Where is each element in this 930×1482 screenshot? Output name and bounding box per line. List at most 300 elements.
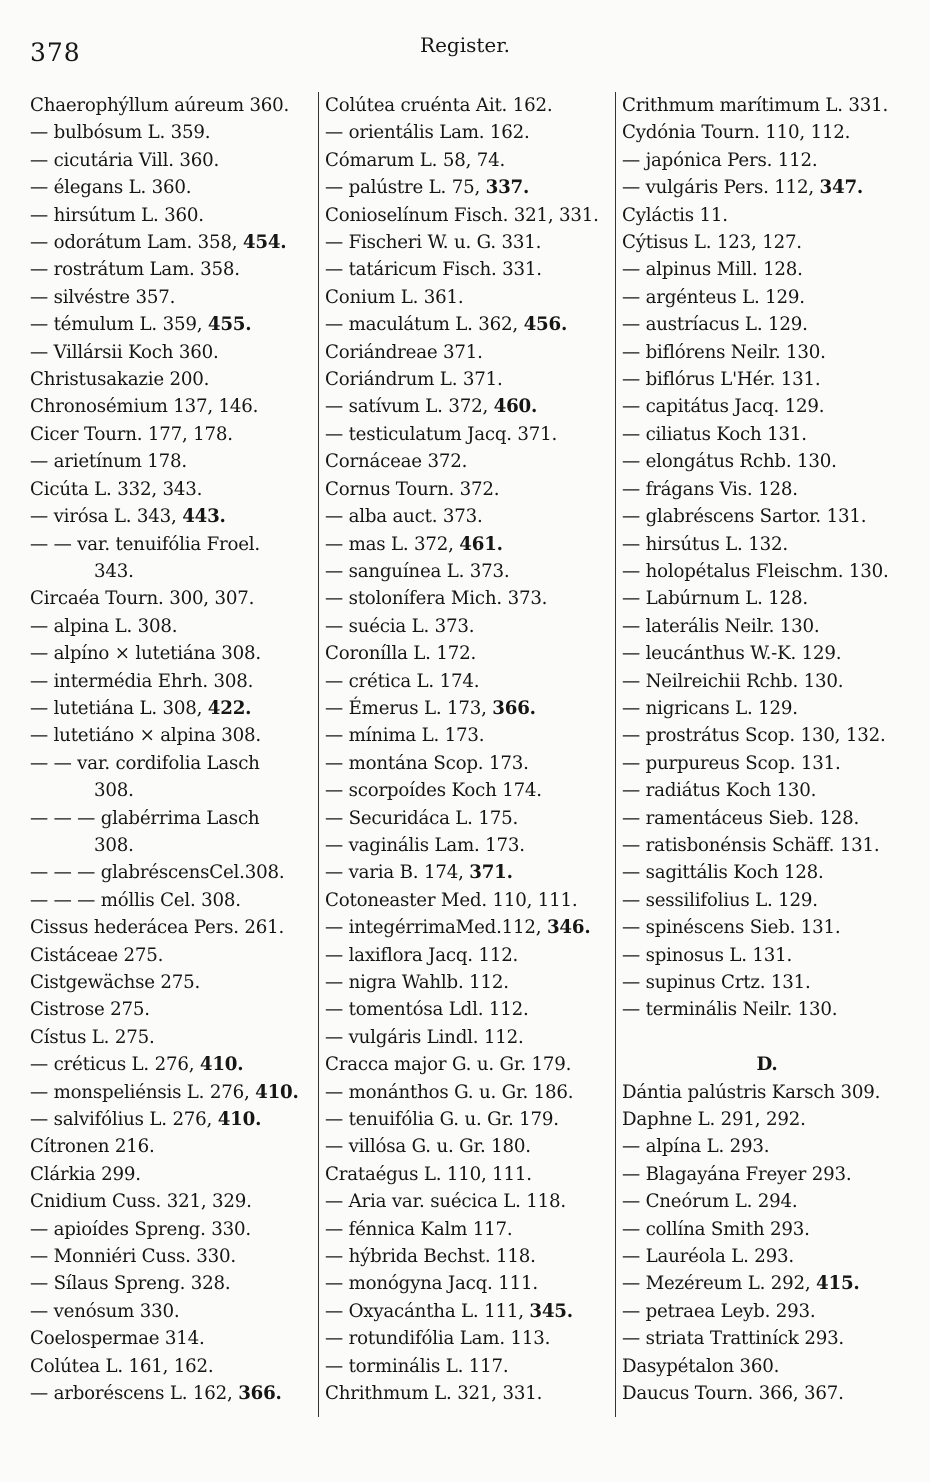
index-entry (622, 1079, 912, 1106)
entry-text: — sagittális Koch 128. (622, 862, 824, 884)
index-entry (30, 421, 315, 448)
entry-text: — striata Trattiníck 293. (622, 1328, 845, 1350)
entry-text: Cydónia Tourn. 110, 112. (622, 122, 851, 144)
index-entry (30, 174, 315, 201)
index-entry (325, 640, 615, 667)
entry-bold-page: 371. (469, 862, 513, 884)
entry-text: — mas L. 372, (325, 533, 460, 555)
entry-bold-page: 347. (819, 177, 864, 199)
index-entry (622, 969, 912, 996)
index-entry (622, 339, 912, 366)
entry-text: — fénnica Kalm 117. (325, 1218, 513, 1240)
entry-text: — frágans Vis. 128. (622, 478, 798, 500)
entry-text: — leucánthus W.-K. 129. (622, 643, 842, 665)
entry-text: — — — móllis Cel. 308. (30, 889, 241, 911)
index-entry (622, 887, 912, 914)
entry-text: — holopétalus Fleischm. 130. (622, 560, 889, 582)
entry-text: 308. (94, 834, 134, 856)
entry-text: — Villársii Koch 360. (30, 341, 219, 363)
index-entry (30, 1243, 315, 1270)
entry-text: Cistgewächse 275. (30, 972, 201, 993)
entry-text: — témulum L. 359, (30, 314, 208, 336)
index-entry (325, 996, 615, 1023)
entry-text: — glabréscens Sartor. 131. (622, 506, 867, 528)
entry-text: 308. (94, 780, 134, 802)
entry-text: — torminális L. 117. (325, 1355, 509, 1377)
index-entry (325, 1353, 615, 1380)
column-rule (318, 92, 319, 1417)
entry-text: Daucus Tourn. 366, 367. (622, 1383, 844, 1405)
index-entry (622, 421, 912, 448)
index-entry (622, 1380, 912, 1407)
index-entry (30, 668, 315, 695)
index-entry (30, 969, 315, 996)
entry-text: — cicutária Vill. 360. (30, 149, 220, 171)
index-entry (622, 558, 912, 585)
entry-text: Christusakazie 200. (30, 369, 210, 391)
index-entry-continuation (30, 558, 315, 585)
entry-text: — alpinus Mill. 128. (622, 259, 803, 281)
index-entry (30, 119, 315, 146)
index-entry (325, 777, 615, 804)
entry-text: Chronosémium 137, 146. (30, 396, 259, 418)
entry-text: — Fischeri W. u. G. 331. (325, 232, 542, 254)
index-entry (325, 859, 615, 886)
index-entry (622, 1243, 912, 1270)
entry-text: — alpina L. 308. (30, 615, 178, 637)
index-entry (30, 92, 315, 119)
index-entry (622, 284, 912, 311)
entry-text: Colútea cruénta Ait. 162. (325, 95, 553, 116)
index-entry (622, 722, 912, 749)
entry-text: — Sílaus Spreng. 328. (30, 1273, 231, 1295)
index-entry (30, 1079, 315, 1106)
entry-text: Cornáceae 372. (325, 451, 468, 473)
index-entry (325, 969, 615, 996)
index-entry-continuation (30, 832, 315, 859)
entry-text: — capitátus Jacq. 129. (622, 396, 825, 418)
index-entry (622, 311, 912, 338)
index-entry (325, 695, 615, 722)
index-entry-continuation (30, 777, 315, 804)
entry-bold-page: 410. (199, 1054, 244, 1076)
running-head: Register. (420, 33, 510, 57)
index-entry (30, 805, 315, 832)
entry-text: — montána Scop. 173. (325, 752, 529, 774)
entry-text: — tomentósa Ldl. 112. (325, 999, 529, 1021)
index-entry (30, 722, 315, 749)
entry-text: — hirsútus L. 132. (622, 533, 788, 555)
entry-text: — laxiflora Jacq. 112. (325, 944, 519, 966)
index-entry (622, 777, 912, 804)
index-entry (30, 1380, 315, 1407)
column-rule (615, 92, 616, 1417)
index-entry (622, 531, 912, 558)
index-entry (30, 476, 315, 503)
entry-text: — mínima L. 173. (325, 725, 485, 747)
index-entry (325, 119, 615, 146)
entry-text: — prostrátus Scop. 130, 132. (622, 725, 886, 747)
entry-text: — orientális Lam. 162. (325, 122, 530, 144)
index-entry (325, 1133, 615, 1160)
index-entry (622, 1270, 912, 1297)
index-entry (325, 476, 615, 503)
entry-text: — purpureus Scop. 131. (622, 752, 841, 774)
index-entry (622, 640, 912, 667)
entry-text: — radiátus Koch 130. (622, 780, 817, 802)
index-entry (325, 1325, 615, 1352)
index-entry (325, 393, 615, 420)
index-entry (622, 942, 912, 969)
entry-text: — elongátus Rchb. 130. (622, 451, 837, 473)
entry-text: — silvéstre 357. (30, 286, 176, 308)
entry-text: Chrithmum L. 321, 331. (325, 1383, 543, 1405)
entry-bold-page: 454. (242, 232, 287, 254)
entry-text: Colútea L. 161, 162. (30, 1355, 214, 1377)
index-entry (622, 119, 912, 146)
index-entry (622, 750, 912, 777)
index-entry (30, 366, 315, 393)
index-entry (622, 859, 912, 886)
entry-bold-page: 460. (493, 396, 538, 418)
entry-text: Cistrose 275. (30, 999, 150, 1021)
index-entry (622, 914, 912, 941)
index-entry (30, 750, 315, 777)
entry-text: — odorátum Lam. 358, (30, 232, 243, 254)
entry-text: — palústre L. 75, (325, 177, 486, 199)
index-entry (30, 695, 315, 722)
entry-text: Cicúta L. 332, 343. (30, 478, 203, 500)
index-entry (30, 256, 315, 283)
entry-bold-page: 337. (485, 177, 530, 199)
index-entry (622, 585, 912, 612)
index-entry (30, 613, 315, 640)
entry-text: Cyláctis 11. (622, 204, 728, 226)
entry-text: — apioídes Spreng. 330. (30, 1218, 251, 1240)
entry-text: — crética L. 174. (325, 670, 480, 692)
entry-text: — rotundifólia Lam. 113. (325, 1328, 551, 1350)
index-entry (30, 1051, 315, 1078)
index-entry (325, 366, 615, 393)
index-entry (30, 1353, 315, 1380)
index-entry (622, 476, 912, 503)
index-entry (325, 722, 615, 749)
index-entry (622, 229, 912, 256)
index-entry (325, 531, 615, 558)
index-entry (30, 339, 315, 366)
index-entry (325, 284, 615, 311)
index-entry (30, 1024, 315, 1051)
index-entry (30, 229, 315, 256)
entry-text: — — var. cordifolia Lasch (30, 752, 260, 774)
index-entry (325, 1161, 615, 1188)
entry-text: — ramentáceus Sieb. 128. (622, 807, 860, 829)
entry-bold-page: 422. (207, 697, 252, 719)
entry-bold-page: 455. (207, 314, 252, 336)
index-entry (325, 448, 615, 475)
entry-text: Dasypétalon 360. (622, 1355, 780, 1377)
index-entry (622, 1133, 912, 1160)
entry-text: Dántia palústris Karsch 309. (622, 1081, 881, 1103)
entry-text: — élegans L. 360. (30, 177, 192, 199)
index-entry (325, 832, 615, 859)
index-entry (30, 1106, 315, 1133)
index-entry (622, 1106, 912, 1133)
entry-text: — testiculatum Jacq. 371. (325, 423, 558, 445)
entry-text: Crithmum marítimum L. 331. (622, 95, 889, 116)
entry-text: — vulgáris Lindl. 112. (325, 1026, 524, 1048)
entry-text: — supinus Crtz. 131. (622, 972, 811, 993)
entry-text: — arietínum 178. (30, 451, 187, 473)
index-entry (622, 92, 912, 119)
page-number: 378 (30, 38, 81, 67)
entry-text: — lutetiána L. 308, (30, 697, 208, 719)
blank-line (622, 1024, 912, 1051)
entry-text: — ciliatus Koch 131. (622, 423, 807, 445)
index-entry (30, 996, 315, 1023)
entry-bold-page: 366. (492, 697, 536, 719)
entry-text: — Lauréola L. 293. (622, 1246, 794, 1268)
index-entry (622, 1298, 912, 1325)
index-entry (325, 1380, 615, 1407)
index-entry (325, 805, 615, 832)
index-entry (622, 393, 912, 420)
entry-text: — collína Smith 293. (622, 1218, 810, 1240)
entry-text: — lutetiáno × alpina 308. (30, 725, 261, 747)
index-entry (325, 942, 615, 969)
entry-text: — alba auct. 373. (325, 506, 483, 528)
index-entry (325, 311, 615, 338)
entry-text: — hýbrida Bechst. 118. (325, 1246, 536, 1268)
entry-text: Cýtisus L. 123, 127. (622, 232, 802, 254)
index-entry (622, 613, 912, 640)
entry-text: — vaginális Lam. 173. (325, 834, 525, 856)
entry-text: — Labúrnum L. 128. (622, 588, 808, 610)
entry-text: — spinéscens Sieb. 131. (622, 917, 841, 939)
entry-text: Circaéa Tourn. 300, 307. (30, 588, 255, 610)
index-entry (325, 1106, 615, 1133)
entry-text: — nigra Wahlb. 112. (325, 972, 509, 993)
entry-text: — monógyna Jacq. 111. (325, 1273, 538, 1295)
entry-bold-page: 461. (459, 533, 503, 555)
index-entry (30, 503, 315, 530)
index-entry (325, 914, 615, 941)
entry-text: Cornus Tourn. 372. (325, 478, 500, 500)
index-column-3 (622, 92, 912, 1417)
entry-text: — créticus L. 276, (30, 1054, 200, 1076)
index-entry (325, 229, 615, 256)
index-entry (325, 558, 615, 585)
entry-text: — varia B. 174, (325, 862, 470, 884)
entry-text: Chaerophýllum aúreum 360. (30, 95, 290, 116)
index-entry (622, 1161, 912, 1188)
entry-text: Cístus L. 275. (30, 1026, 155, 1048)
entry-text: — sanguínea L. 373. (325, 560, 510, 582)
index-entry (325, 1216, 615, 1243)
entry-text: — scorpoídes Koch 174. (325, 780, 542, 802)
entry-bold-page: 443. (182, 506, 226, 528)
entry-text: — petraea Leyb. 293. (622, 1300, 816, 1322)
index-entry (30, 914, 315, 941)
entry-text: — vulgáris Pers. 112, (622, 177, 820, 199)
index-entry (30, 531, 315, 558)
index-entry (30, 1270, 315, 1297)
entry-text: Cítronen 216. (30, 1136, 155, 1158)
index-entry (325, 1024, 615, 1051)
index-entry (30, 1298, 315, 1325)
entry-text: — integérrimaMed.112, (325, 917, 547, 939)
entry-text: Cómarum L. 58, 74. (325, 149, 506, 171)
entry-text: — stolonífera Mich. 373. (325, 588, 548, 610)
entry-text: Cracca major G. u. Gr. 179. (325, 1054, 572, 1076)
index-entry (325, 887, 615, 914)
entry-bold-page: 410. (255, 1081, 299, 1103)
entry-text: — suécia L. 373. (325, 615, 475, 637)
index-entry (325, 1188, 615, 1215)
index-entry (30, 147, 315, 174)
index-entry (325, 147, 615, 174)
entry-text: — Émerus L. 173, (325, 697, 493, 719)
index-entry (30, 859, 315, 886)
index-entry (622, 996, 912, 1023)
entry-bold-page: 345. (529, 1300, 573, 1322)
index-entry (325, 1270, 615, 1297)
section-heading (622, 1051, 912, 1078)
entry-text: — satívum L. 372, (325, 396, 494, 418)
entry-text: — Blagayána Freyer 293. (622, 1163, 852, 1185)
entry-text: Cistáceae 275. (30, 944, 164, 966)
entry-text: — spinosus L. 131. (622, 944, 793, 966)
entry-text: — rostrátum Lam. 358. (30, 259, 240, 281)
index-entry (325, 174, 615, 201)
index-entry (325, 202, 615, 229)
entry-text: — salvifólius L. 276, (30, 1109, 218, 1131)
index-entry (30, 202, 315, 229)
entry-text: — Oxyacántha L. 111, (325, 1300, 530, 1322)
entry-text: 343. (94, 560, 134, 582)
index-entry (325, 256, 615, 283)
entry-text: — terminális Neilr. 130. (622, 999, 838, 1021)
index-entry (30, 1133, 315, 1160)
entry-bold-page: 366. (238, 1383, 282, 1405)
entry-text: — japónica Pers. 112. (622, 149, 818, 171)
entry-text: Cicer Tourn. 177, 178. (30, 423, 233, 445)
entry-text: — bulbósum L. 359. (30, 122, 211, 144)
entry-text: — austríacus L. 129. (622, 314, 808, 336)
index-entry (622, 668, 912, 695)
entry-bold-page: 456. (523, 314, 568, 336)
index-entry (30, 448, 315, 475)
index-entry (30, 311, 315, 338)
index-entry (622, 832, 912, 859)
index-entry (30, 942, 315, 969)
entry-text: — — — glabérrima Lasch (30, 807, 260, 829)
index-entry (622, 503, 912, 530)
entry-text: — monánthos G. u. Gr. 186. (325, 1081, 574, 1103)
entry-text: Cotoneaster Med. 110, 111. (325, 889, 578, 911)
entry-text: — biflórus L'Hér. 131. (622, 369, 821, 391)
index-entry (622, 366, 912, 393)
index-entry (325, 1079, 615, 1106)
entry-text: — nigricans L. 129. (622, 697, 798, 719)
index-entry (30, 1325, 315, 1352)
entry-text: Coriándrum L. 371. (325, 369, 503, 391)
entry-text: — argénteus L. 129. (622, 286, 805, 308)
entry-text: — — var. tenuifólia Froel. (30, 533, 260, 555)
entry-text: — tatáricum Fisch. 331. (325, 259, 542, 281)
entry-text: — hirsútum L. 360. (30, 204, 204, 226)
index-entry (30, 1188, 315, 1215)
index-entry (622, 805, 912, 832)
entry-text: — — — glabréscensCel.308. (30, 862, 285, 884)
entry-text: — villósa G. u. Gr. 180. (325, 1136, 531, 1158)
index-entry (325, 668, 615, 695)
index-entry (325, 1243, 615, 1270)
index-entry (622, 695, 912, 722)
index-entry (30, 585, 315, 612)
entry-bold-page: 410. (217, 1109, 262, 1131)
entry-text: — Aria var. suécica L. 118. (325, 1191, 566, 1213)
entry-text: — alpína L. 293. (622, 1136, 770, 1158)
index-entry (325, 585, 615, 612)
index-entry (325, 503, 615, 530)
index-entry (30, 887, 315, 914)
entry-text: Clárkia 299. (30, 1163, 141, 1185)
entry-bold-page: 346. (546, 917, 591, 939)
entry-text: — intermédia Ehrh. 308. (30, 670, 254, 692)
entry-text: Coronílla L. 172. (325, 643, 477, 665)
index-entry (30, 1216, 315, 1243)
entry-text: Coelospermae 314. (30, 1328, 205, 1350)
index-entry (622, 1325, 912, 1352)
entry-text: Conium L. 361. (325, 286, 464, 308)
entry-text: Coriándreae 371. (325, 341, 483, 363)
entry-text: — sessilifolius L. 129. (622, 889, 818, 911)
index-entry (325, 750, 615, 777)
entry-text: — maculátum L. 362, (325, 314, 524, 336)
entry-text: — monspeliénsis L. 276, (30, 1081, 256, 1103)
entry-text: — arboréscens L. 162, (30, 1383, 239, 1405)
index-entry (622, 174, 912, 201)
entry-text: — tenuifólia G. u. Gr. 179. (325, 1109, 559, 1131)
index-entry (622, 202, 912, 229)
entry-text: — virósa L. 343, (30, 506, 183, 528)
entry-text: Conioselínum Fisch. 321, 331. (325, 204, 599, 226)
index-entry (325, 1051, 615, 1078)
index-entry (622, 256, 912, 283)
index-entry (325, 1298, 615, 1325)
index-entry (30, 1161, 315, 1188)
index-entry (622, 1353, 912, 1380)
index-entry (30, 640, 315, 667)
entry-bold-page: 415. (816, 1273, 860, 1295)
entry-text: D. (756, 1054, 778, 1076)
entry-text: — ratisbonénsis Schäff. 131. (622, 834, 880, 856)
index-entry (325, 339, 615, 366)
entry-text: — venósum 330. (30, 1300, 180, 1322)
entry-text: — Neilreichii Rchb. 130. (622, 670, 844, 692)
entry-text: Cnidium Cuss. 321, 329. (30, 1191, 252, 1213)
index-entry (325, 92, 615, 119)
index-column-1 (30, 92, 315, 1417)
index-entry (30, 393, 315, 420)
entry-text: Cissus hederácea Pers. 261. (30, 917, 285, 939)
entry-text: — Securidáca L. 175. (325, 807, 519, 829)
index-entry (622, 147, 912, 174)
entry-text: — Cneórum L. 294. (622, 1191, 798, 1213)
entry-text: — biflórens Neilr. 130. (622, 341, 826, 363)
index-column-2 (325, 92, 615, 1417)
